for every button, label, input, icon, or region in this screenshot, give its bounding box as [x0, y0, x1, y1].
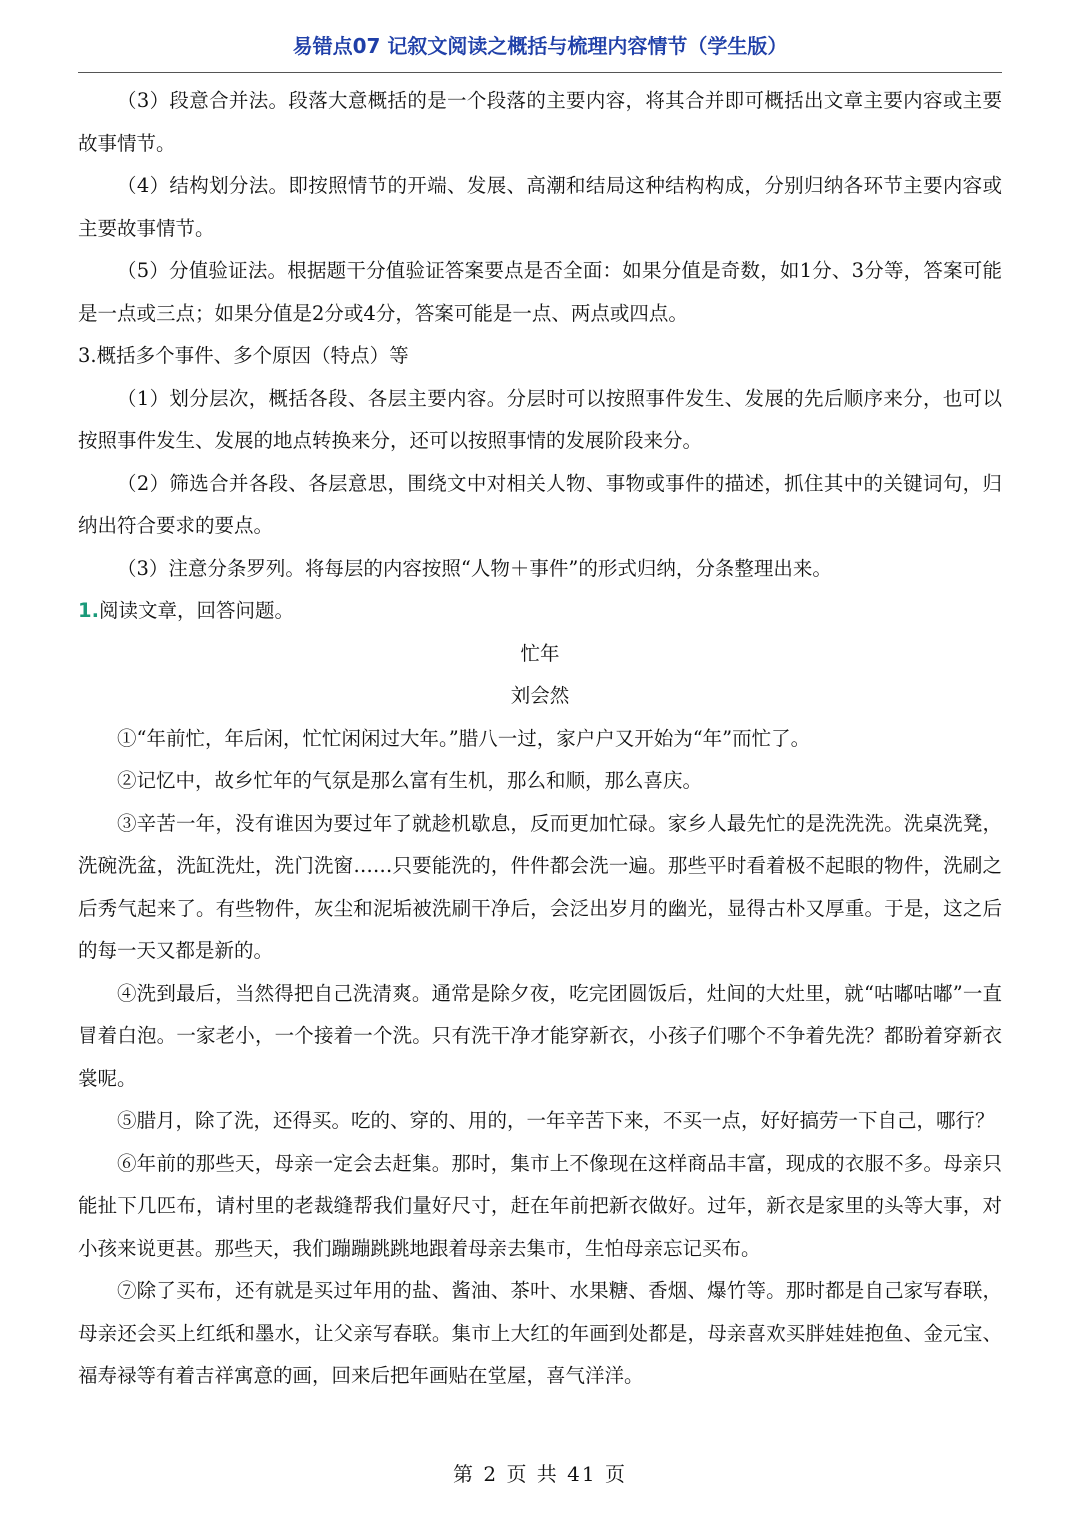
- method-paragraph: （3）注意分条罗列。将每层的内容按照“人物＋事件”的形式归纳，分条整理出来。: [117, 556, 832, 580]
- page-number: 第 2 页 共 41 页: [453, 1462, 627, 1486]
- article-paragraph: ③辛苦一年，没有谁因为要过年了就趁机歇息，反而更加忙碌。家乡人最先忙的是洗洗洗。洗桌洗凳，洗碗洗盆，洗缸洗灶，洗门洗窗……只要能洗的，件件都会洗一遍。那些平时看着极不起眼的物件，洗刷之后秀气起来了。有些物件，灰尘和泥垢被洗刷干净后，会泛出岁月的幽光，显得古朴又厚重。于是，这之后的每一天又都是新的。: [78, 811, 1002, 962]
- method-paragraph: （2）筛选合并各段、各层意思，围绕文中对相关人物、事物或事件的描述，抓住其中的关键词句，归纳出符合要求的要点。: [78, 471, 1002, 537]
- article-paragraph: ①“年前忙，年后闲，忙忙闲闲过大年。”腊八一过，家户户又开始为“年”而忙了。: [117, 726, 811, 750]
- article-paragraph: ⑦除了买布，还有就是买过年用的盐、酱油、茶叶、水果糖、香烟、爆竹等。那时都是自己家写春联，母亲还会买上红纸和墨水，让父亲写春联。集市上大红的年画到处都是，母亲喜欢买胖娃娃抱鱼、金元宝、福寿禄等有着吉祥寓意的画，回来后把年画贴在堂屋，喜气洋洋。: [78, 1279, 1002, 1387]
- article-paragraph: ②记忆中，故乡忙年的气氛是那么富有生机，那么和顺，那么喜庆。: [117, 769, 703, 792]
- header-divider: [78, 72, 1002, 73]
- question-text: 阅读文章，回答问题。: [98, 599, 294, 622]
- method-paragraph: （4）结构划分法。即按照情节的开端、发展、高潮和结局这种结构构成，分别归纳各环节主要内容或主要故事情节。: [78, 174, 1002, 240]
- method-paragraph: （1）划分层次，概括各段、各层主要内容。分层时可以按照事件发生、发展的先后顺序来分，也可以按照事件发生、发展的地点转换来分，还可以按照事情的发展阶段来分。: [78, 386, 1002, 452]
- question-prompt: [78, 590, 1002, 633]
- method-paragraph: （3）段意合并法。段落大意概括的是一个段落的主要内容，将其合并即可概括出文章主要内容或主要故事情节。: [78, 89, 1002, 155]
- article-title: 忙年: [520, 641, 560, 665]
- page-header-title: 易错点07 记叙文阅读之概括与梳理内容情节（学生版）: [292, 34, 788, 58]
- question-number: 1.: [78, 599, 99, 622]
- document-body: [78, 80, 1002, 1398]
- section-heading: 3.概括多个事件、多个原因（特点）等: [78, 344, 409, 367]
- article-author: 刘会然: [510, 684, 570, 707]
- article-paragraph: ④洗到最后，当然得把自己洗清爽。通常是除夕夜，吃完团圆饭后，灶间的大灶里，就“咕嘟咕嘟”一直冒着白泡。一家老小，一个接着一个洗。只有洗干净才能穿新衣，小孩子们哪个不争着先洗？都盼着穿新衣裳呢。: [78, 981, 1002, 1090]
- article-paragraph: ⑥年前的那些天，母亲一定会去赶集。那时，集市上不像现在这样商品丰富，现成的衣服不多。母亲只能扯下几匹布，请村里的老裁缝帮我们量好尺寸，赶在年前把新衣做好。过年，新衣是家里的头等大事，对小孩来说更甚。那些天，我们蹦蹦跳跳地跟着母亲去集市，生怕母亲忘记买布。: [78, 1151, 1002, 1260]
- article-paragraph: ⑤腊月，除了洗，还得买。吃的、穿的、用的，一年辛苦下来，不买一点，好好搞劳一下自己，哪行？: [117, 1109, 995, 1132]
- method-paragraph: （5）分值验证法。根据题干分值验证答案要点是否全面：如果分值是奇数，如1分、3分等，答案可能是一点或三点；如果分值是2分或4分，答案可能是一点、两点或四点。: [78, 259, 1002, 325]
